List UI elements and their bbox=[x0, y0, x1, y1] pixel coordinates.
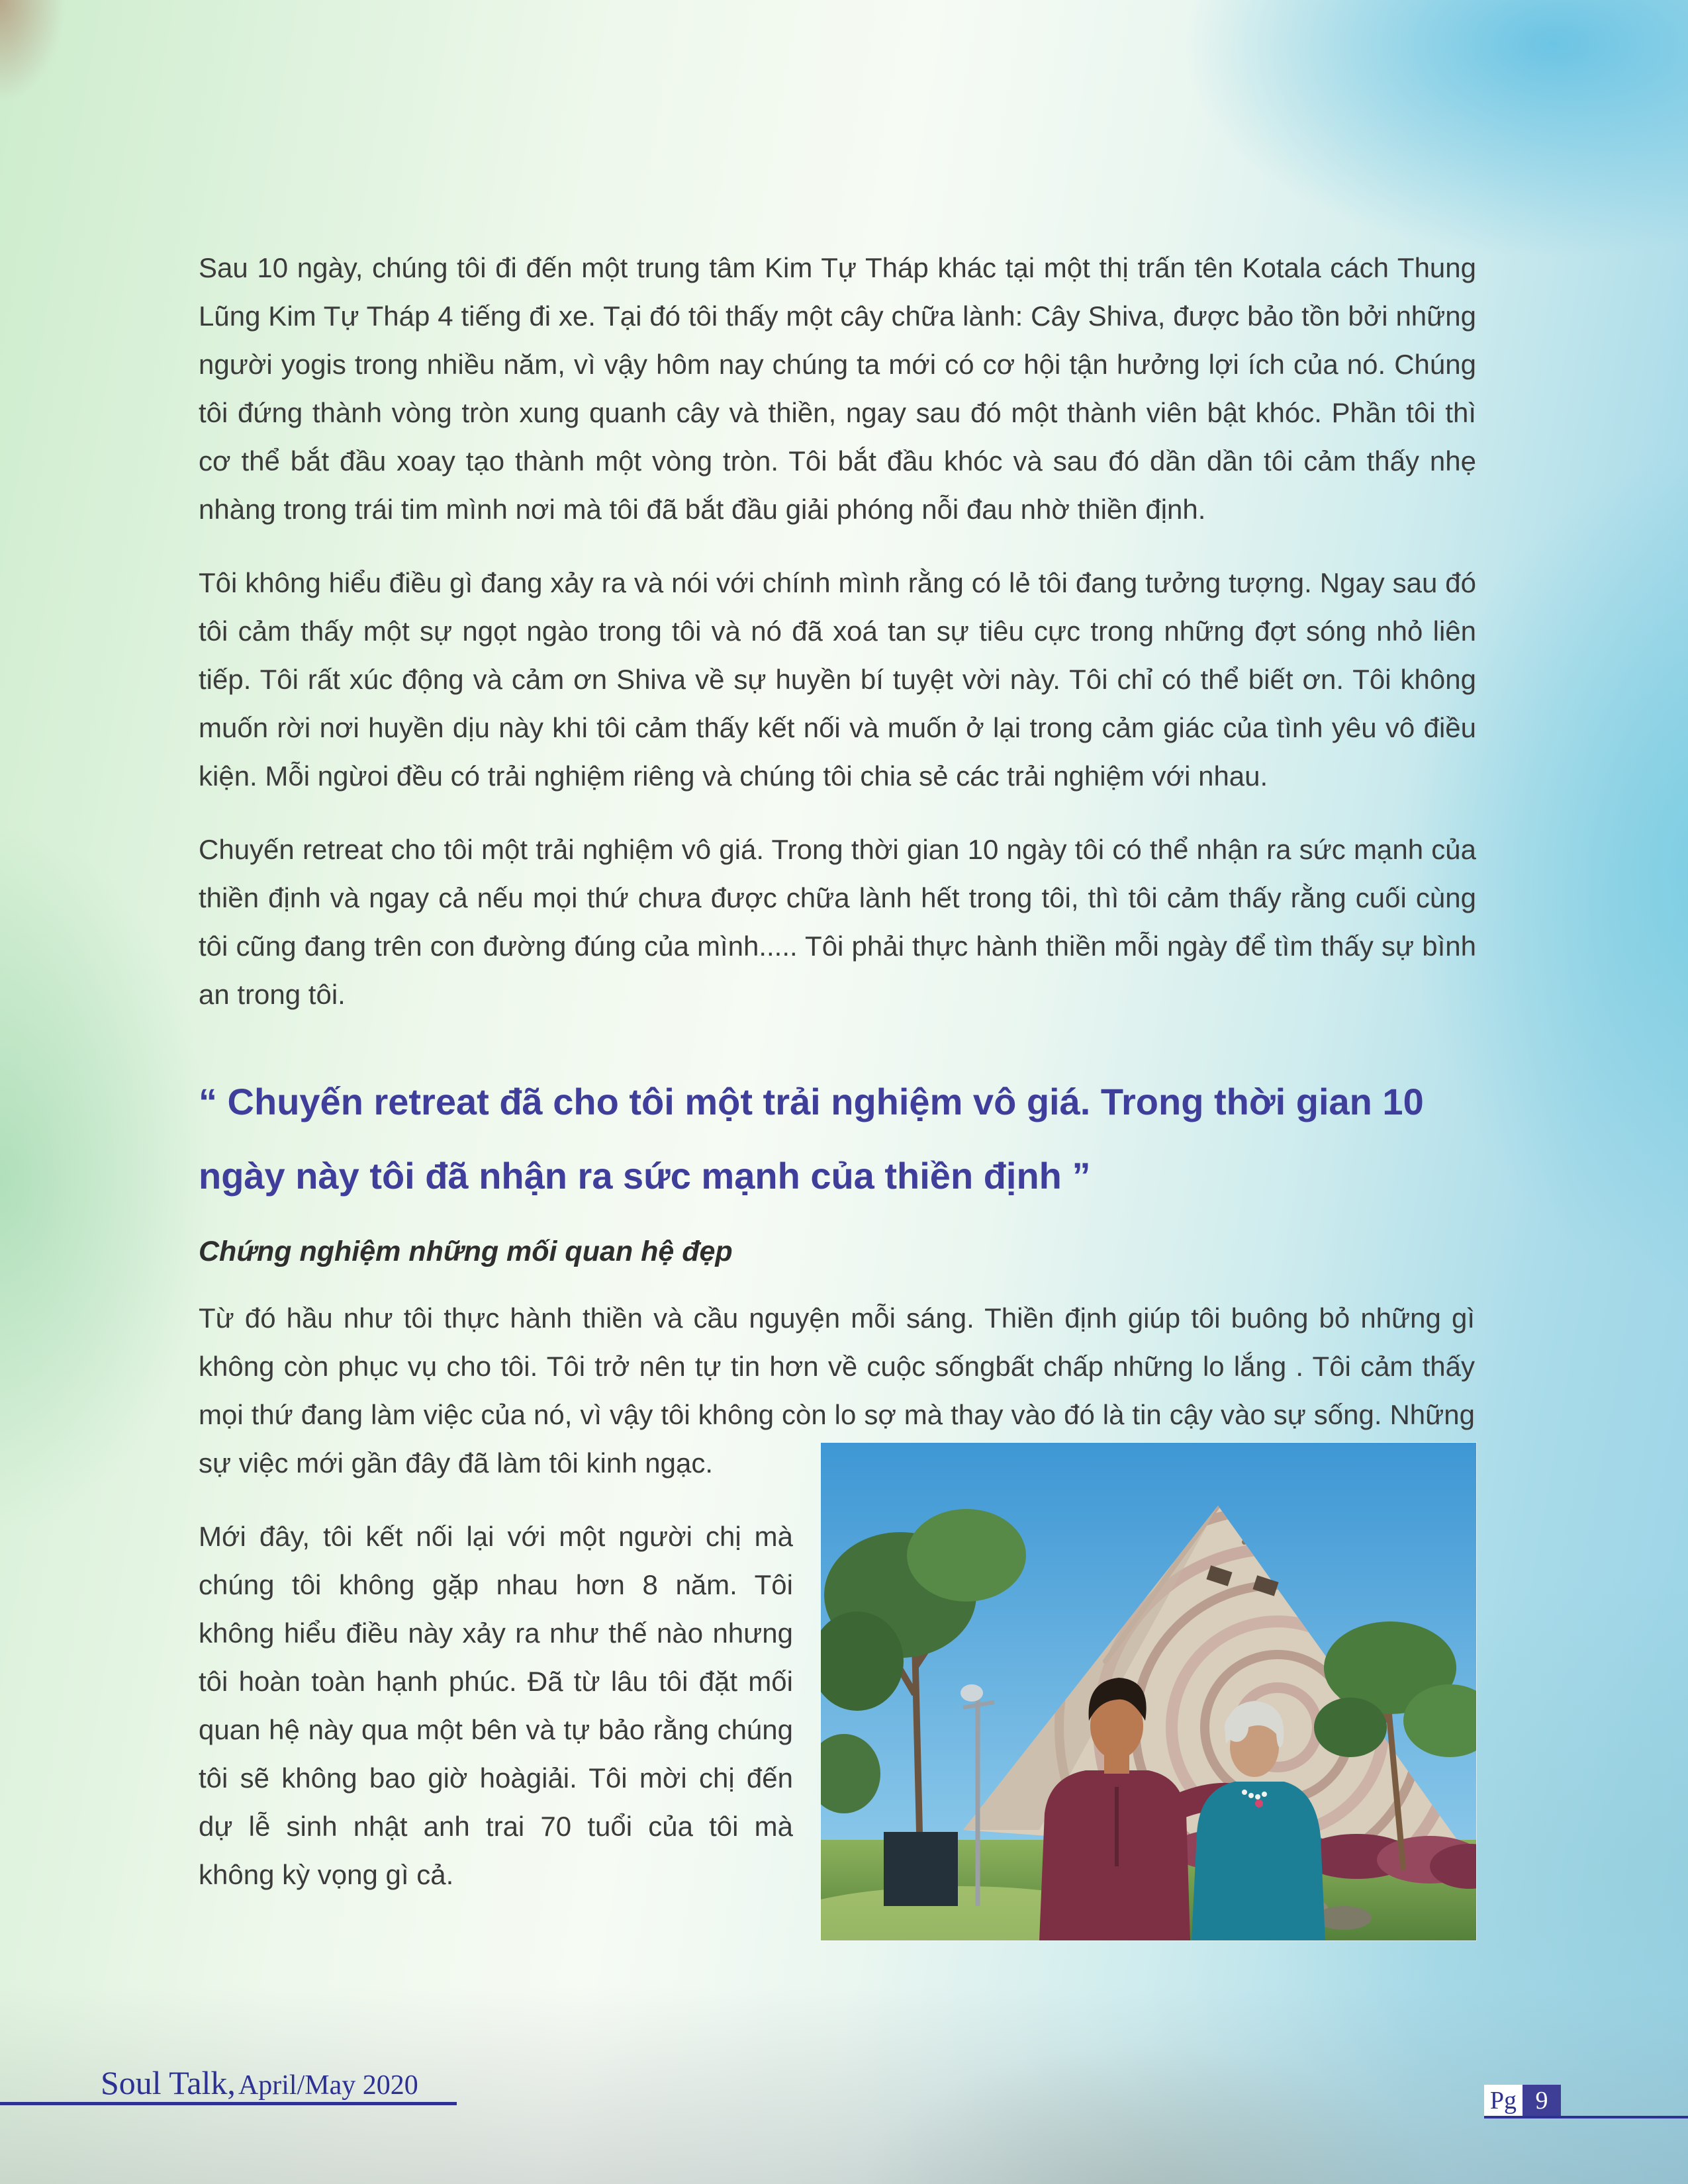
page-number-label: Pg bbox=[1484, 2085, 1523, 2116]
paragraph-4: Từ đó hầu như tôi thực hành thiền và cầu nguyện mỗi sáng. Thiền định giúp tôi buông bỏ những gì không còn phục vụ cho tôi. Tôi trở nên tự tin hơn về cuộc sốngbất chấp những lo lắng . Tôi cảm thấy mọi thứ đang làm việc của nó, vì vậy tôi không còn lo sợ mà thay vào đó là tin cậy vào sự sống. Những sự việc mới gần đây đã làm tôi kinh ngạc. bbox=[199, 1302, 1475, 1479]
retreat-photo bbox=[821, 1443, 1476, 1940]
paragraph-2: Tôi không hiểu điều gì đang xảy ra và nói với chính mình rằng có lẻ tôi đang tưởng tượng. Ngay sau đó tôi cảm thấy một sự ngọt ngào trong tôi và nó đã xoá tan sự tiêu cực trong những đợt sóng nhỏ liên tiếp. Tôi rất xúc động và cảm ơn Shiva về sự huyền bí tuyệt vời này. Tôi chỉ có thể biết ơn. Tôi không muốn rời nơi huyền dịu này khi tôi cảm thấy kết nối và muốn ở lại trong cảm giác của tình yêu vô điều kiện. Mỗi ngừoi đều có trải nghiệm riêng và chúng tôi chia sẻ các trải nghiệm với nhau. bbox=[199, 567, 1476, 792]
article-body bbox=[199, 244, 1476, 1952]
paragraph-3: Chuyến retreat cho tôi một trải nghiệm vô giá. Trong thời gian 10 ngày tôi có thể nhận ra sức mạnh của thiền định và ngay cả nếu mọi thứ chưa được chữa lành hết trong tôi, thì tôi cảm thấy rằng cuối cùng tôi cũng đang trên con đường đúng của mình..... Tôi phải thực hành thiền mỗi ngày để tìm thấy sự bình an trong tôi. bbox=[199, 834, 1476, 1010]
retreat-photo-graphic bbox=[821, 1443, 1476, 1940]
footer-rule-left bbox=[0, 2102, 457, 2105]
page-number-value: 9 bbox=[1523, 2085, 1561, 2116]
pull-quote: “ Chuyến retreat đã cho tôi một trải nghiệm vô giá. Trong thời gian 10 ngày này tôi đã nhận ra sức mạnh của thiền định ” bbox=[199, 1081, 1424, 1197]
section-subheading: Chứng nghiệm những mối quan hệ đẹp bbox=[199, 1236, 733, 1267]
paragraph-1: Sau 10 ngày, chúng tôi đi đến một trung tâm Kim Tự Tháp khác tại một thị trấn tên Kotala cách Thung Lũng Kim Tự Tháp 4 tiếng đi xe. Tại đó tôi thấy một cây chữa lành: Cây Shiva, được bảo tồn bởi những người yogis trong nhiều năm, vì vậy hôm nay chúng ta mới có cơ hội tận hưởng lợi ích của nó. Chúng tôi đứng thành vòng tròn xung quanh cây và thiền, ngay sau đó một thành viên bật khóc. Phần tôi thì cơ thể bắt đầu xoay tạo thành một vòng tròn. Tôi bắt đầu khóc và sau đó dần dần tôi cảm thấy nhẹ nhàng trong trái tim mình nơi mà tôi đã bắt đầu giải phóng nỗi đau nhờ thiền định. bbox=[199, 252, 1476, 525]
photo-float-spacer bbox=[1475, 1294, 1476, 1443]
publication-name: Soul Talk, bbox=[101, 2064, 236, 2101]
issue-date: April/May 2020 bbox=[238, 2070, 418, 2101]
footer-rule-right bbox=[1484, 2116, 1688, 2118]
paragraph-5: Mới đây, tôi kết nối lại với một người chị mà chúng tôi không gặp nhau hơn 8 năm. Tôi không hiểu điều này xảy ra như thế nào nhưng tôi hoàn toàn hạnh phúc. Đã từ lâu tôi đặt mối quan hệ này qua một bên và tự bảo rằng chúng tôi sẽ không bao giờ hoàgiải. Tôi mời chị đến dự lễ sinh nhật anh trai 70 tuổi của tôi mà không kỳ vọng gì cả. bbox=[199, 1521, 793, 1890]
footer-publication bbox=[101, 2064, 418, 2102]
shed bbox=[884, 1832, 958, 1906]
page-number bbox=[1484, 2085, 1561, 2116]
